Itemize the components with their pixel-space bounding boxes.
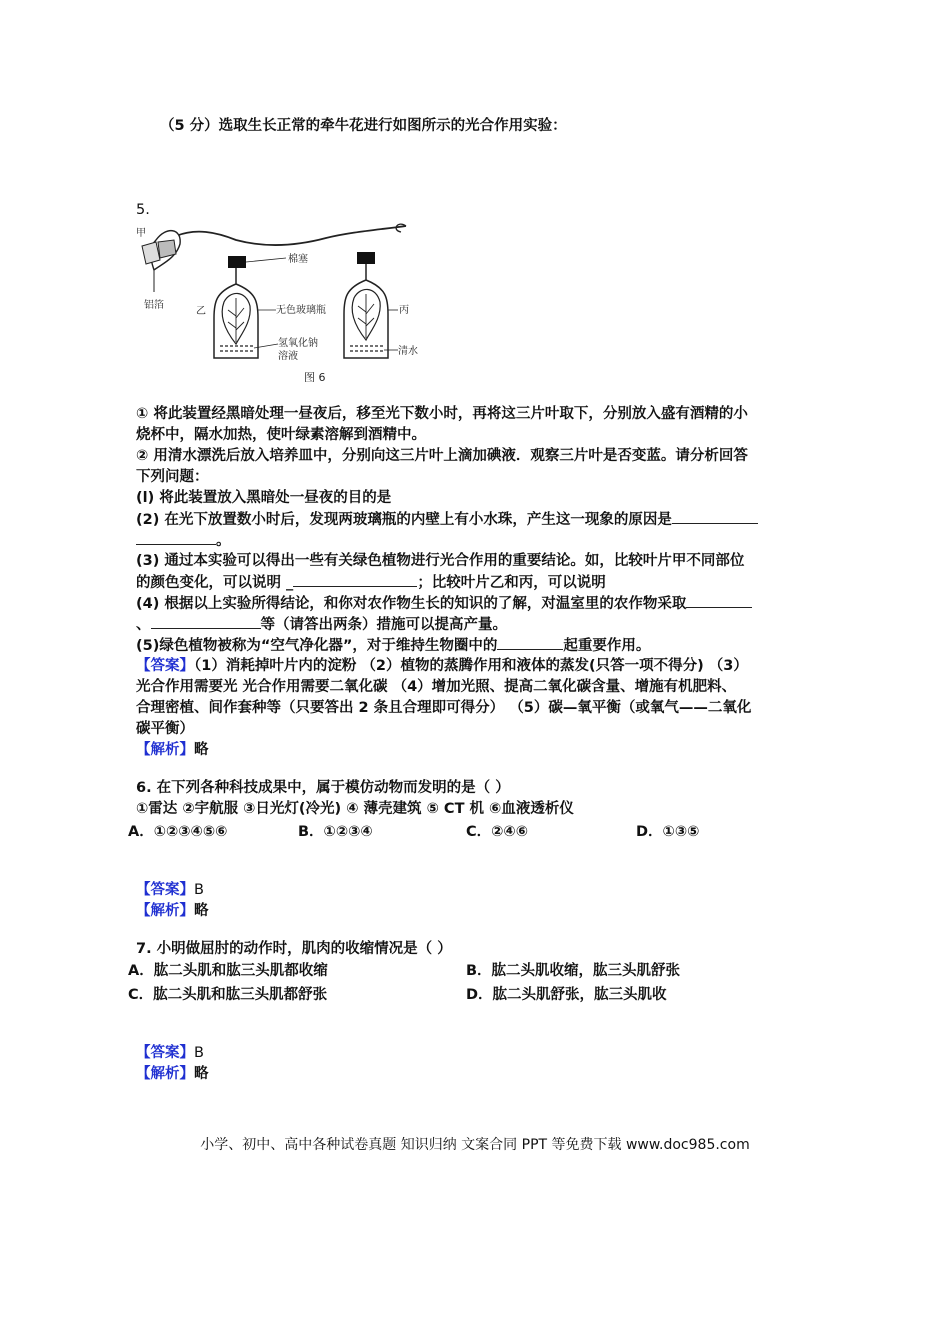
q7-option-d: D．肱二头肌舒张，肱三头肌收 bbox=[466, 987, 667, 1003]
analysis-tag: 【解析】 bbox=[136, 742, 194, 758]
q7-option-b: B．肱二头肌收缩，肱三头肌舒张 bbox=[466, 963, 681, 979]
q5-sub2-end: 。 bbox=[216, 533, 231, 549]
q5-sub1: (l) 将此装置放入黑暗处一昼夜的目的是 bbox=[136, 490, 392, 506]
blank bbox=[686, 593, 752, 608]
q7-answer: B bbox=[194, 1045, 204, 1061]
q5-sub3-text-a: 的颜色变化，可以说明 _ bbox=[136, 575, 294, 591]
blank bbox=[672, 509, 758, 524]
q5-answer-line3: 合理密植、间作套种等（只要答出 2 条且合理即可得分） （5）碳—氧平衡（或氧气——二氧化 bbox=[136, 700, 752, 716]
q7-analysis: 略 bbox=[194, 1066, 209, 1082]
figure-caption: 图 6 bbox=[304, 371, 326, 382]
q5-sub5-text-a: (5)绿色植物被称为“空气净化器”，对于维持生物圈中的 bbox=[136, 638, 498, 654]
page-footer: 小学、初中、高中各种试卷真题 知识归纳 文案合同 PPT 等免费下载 www.doc985.com bbox=[200, 1137, 750, 1153]
analysis-tag: 【解析】 bbox=[136, 903, 194, 919]
q5-sub2 bbox=[136, 509, 758, 531]
q5-step2-line1: ② 用清水漂洗后放入培养皿中，分别向这三片叶上滴加碘液．观察三片叶是否变蓝。请分析回答 bbox=[136, 448, 748, 464]
q5-answer-line4: 碳平衡） bbox=[136, 721, 194, 737]
q5-answer-line2: 光合作用需要光 光合作用需要二氧化碳 （4）增加光照、提高二氧化碳含量、增施有机肥料、 bbox=[136, 679, 737, 695]
q6-items: ①雷达 ②宇航服 ③日光灯(冷光) ④ 薄壳建筑 ⑤ CT 机 ⑥血液透析仪 bbox=[136, 801, 574, 817]
label-bottle: 无色玻璃瓶 bbox=[276, 305, 326, 316]
q5-step1-line1: ① 将此装置经黑暗处理一昼夜后，移至光下数小时，再将这三片叶取下，分别放入盛有酒精的小 bbox=[136, 406, 748, 422]
blank bbox=[151, 614, 261, 629]
q6-option-b: B．①②③④ bbox=[298, 824, 373, 840]
q5-sub4-text-a: (4) 根据以上实验所得结论，和你对农作物生长的知识的了解，对温室里的农作物采取 bbox=[136, 596, 687, 612]
q7-option-a: A．肱二头肌和肱三头肌都收缩 bbox=[128, 963, 328, 979]
analysis-tag: 【解析】 bbox=[136, 1066, 194, 1082]
q6-analysis: 略 bbox=[194, 903, 209, 919]
answer-tag: 【答案】 bbox=[136, 658, 194, 674]
q5-analysis: 略 bbox=[194, 742, 209, 758]
label-naoh-2: 溶液 bbox=[278, 351, 298, 362]
q5-sub3-text-b: ；比较叶片乙和丙，可以说明 bbox=[417, 575, 606, 591]
label-mianmian: 棉塞 bbox=[288, 254, 308, 265]
q5-step2-line2: 下列问题： bbox=[136, 469, 209, 485]
q5-sub3-line1: (3) 通过本实验可以得出一些有关绿色植物进行光合作用的重要结论。如，比较叶片甲不同部位 bbox=[136, 553, 745, 569]
q6-option-c: C．②④⑥ bbox=[466, 824, 528, 840]
q6-answer: B bbox=[194, 882, 204, 898]
blank bbox=[136, 530, 216, 545]
q5-step1-line2: 烧杯中，隔水加热，使叶绿素溶解到酒精中。 bbox=[136, 427, 426, 443]
q5-sub4-text-b: 、 bbox=[136, 617, 151, 633]
label-lvbo: 铝箔 bbox=[144, 300, 164, 311]
experiment-figure bbox=[136, 218, 418, 382]
q5-answer-line1: （1）消耗掉叶片内的淀粉 （2）植物的蒸腾作用和液体的蒸发(只答一项不得分) （3） bbox=[194, 658, 748, 674]
q6-option-a: A．①②③④⑤⑥ bbox=[128, 824, 228, 840]
label-water: 清水 bbox=[398, 346, 418, 357]
q5-sub4-text-c: 等（请答出两条）措施可以提高产量。 bbox=[260, 617, 507, 633]
blank bbox=[497, 635, 563, 650]
q5-sub2-text: (2) 在光下放置数小时后，发现两玻璃瓶的内壁上有小水珠，产生这一现象的原因是 bbox=[136, 512, 672, 528]
label-naoh-1: 氢氧化钠 bbox=[278, 338, 318, 349]
q5-sub5-text-b: 起重要作用。 bbox=[563, 638, 651, 654]
answer-tag: 【答案】 bbox=[136, 882, 194, 898]
blank bbox=[293, 572, 417, 587]
q7-option-c: C．肱二头肌和肱三头肌都舒张 bbox=[128, 987, 328, 1003]
q6-option-d: D．①③⑤ bbox=[636, 824, 700, 840]
label-yi: 乙 bbox=[196, 306, 206, 317]
label-jia: 甲 bbox=[136, 228, 146, 239]
q5-number: 5. bbox=[136, 202, 150, 218]
label-bing: 丙 bbox=[399, 305, 409, 316]
q7-stem: 7. 小明做屈肘的动作时，肌肉的收缩情况是（ ） bbox=[136, 941, 452, 957]
q5-intro: （5 分）选取生长正常的牵牛花进行如图所示的光合作用实验： bbox=[160, 118, 567, 134]
q6-stem: 6. 在下列各种科技成果中，属于模仿动物而发明的是（ ） bbox=[136, 780, 510, 796]
answer-tag: 【答案】 bbox=[136, 1045, 194, 1061]
